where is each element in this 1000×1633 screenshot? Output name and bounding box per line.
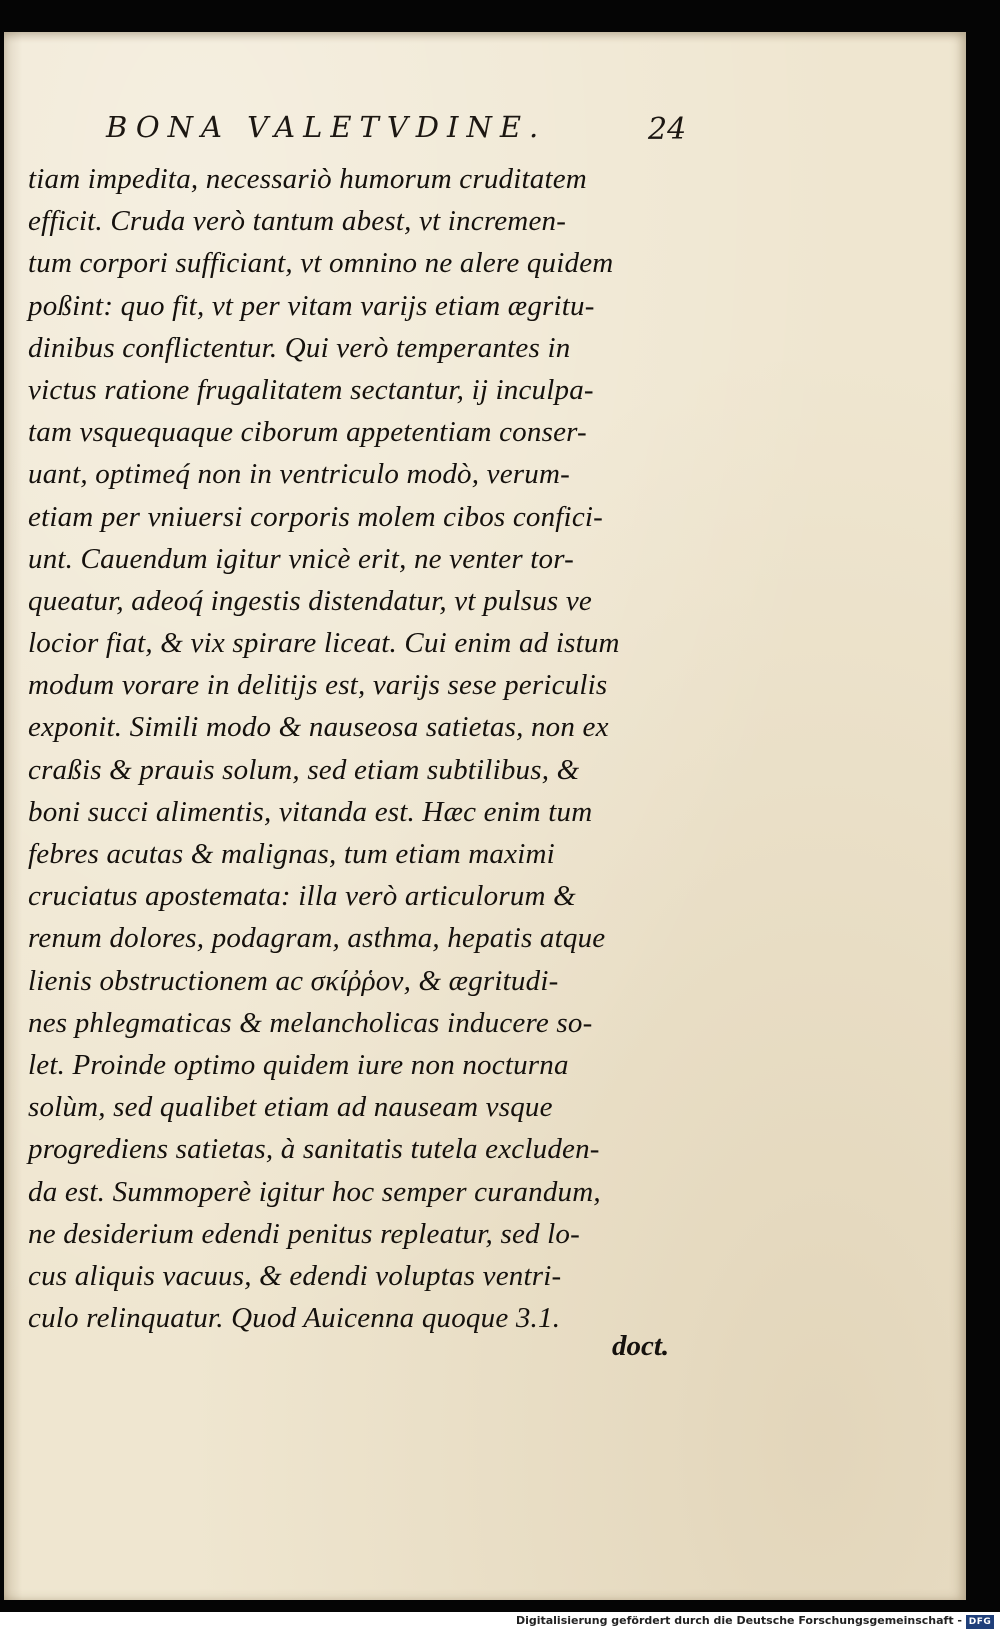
catchword: doct. bbox=[612, 1330, 670, 1362]
text-line: tam vsquequaque ciborum appetentiam conser- bbox=[28, 416, 587, 449]
text-line: queatur, adeoq́ ingestis distendatur, vt pulsus ve bbox=[28, 584, 592, 617]
text-line: da est. Summoperè igitur hoc semper curandum, bbox=[28, 1175, 601, 1208]
text-line: tum corpori sufficiant, vt omnino ne alere quidem bbox=[28, 247, 614, 280]
dfg-logo: DFG bbox=[966, 1615, 994, 1629]
text-line: boni succi alimentis, vitanda est. Hæc enim tum bbox=[28, 795, 593, 828]
text-line: culo relinquatur. Quod Auicenna quoque 3.1. bbox=[28, 1302, 561, 1335]
text-line: victus ratione frugalitatem sectantur, ij inculpa- bbox=[28, 373, 594, 406]
page-number: 24 bbox=[648, 112, 687, 147]
footer-credit: Digitalisierung gefördert durch die Deutsche Forschungsgemeinschaft - bbox=[515, 1614, 962, 1627]
text-line: tiam impedita, necessariò humorum cruditatem bbox=[28, 163, 587, 195]
text-line: ne desiderium edendi penitus repleatur, sed lo- bbox=[28, 1217, 580, 1250]
text-line: nes phlegmaticas & melancholicas inducere so- bbox=[28, 1006, 593, 1039]
text-line: cruciatus apostemata: illa verò articulorum & bbox=[28, 880, 576, 913]
running-header: BONA VALETVDINE. bbox=[106, 110, 547, 144]
text-line: modum vorare in delitijs est, varijs sese periculis bbox=[28, 669, 608, 702]
text-line: progrediens satietas, à sanitatis tutela excluden- bbox=[28, 1133, 600, 1166]
text-line: solùm, sed qualibet etiam ad nauseam vsque bbox=[28, 1091, 553, 1124]
text-line: craßis & prauis solum, sed etiam subtilibus, & bbox=[28, 753, 580, 786]
text-line: exponit. Simili modo & nauseosa satietas, non ex bbox=[28, 711, 609, 744]
text-line: dinibus conflictentur. Qui verò temperantes in bbox=[28, 331, 571, 364]
body-text bbox=[28, 158, 688, 1339]
text-line: cus aliquis vacuus, & edendi voluptas ventri- bbox=[28, 1259, 562, 1292]
text-line: renum dolores, podagram, asthma, hepatis atque bbox=[28, 922, 606, 955]
text-line: febres acutas & malignas, tum etiam maximi bbox=[28, 838, 555, 870]
text-line: poßint: quo fit, vt per vitam varijs etiam ægritu- bbox=[28, 289, 595, 322]
text-line: etiam per vniuersi corporis molem cibos confici- bbox=[28, 500, 604, 533]
text-line: unt. Cauendum igitur vnicè erit, ne venter tor- bbox=[28, 542, 575, 575]
footer-strip bbox=[0, 1612, 1000, 1633]
text-line: efficit. Cruda verò tantum abest, vt incremen- bbox=[28, 205, 567, 238]
text-line: locior fiat, & vix spirare liceat. Cui enim ad istum bbox=[28, 627, 620, 660]
text-line: uant, optimeq́ non in ventriculo modò, verum- bbox=[28, 458, 570, 491]
text-line: lienis obstructionem ac σκίῤῥον, & ægritudi- bbox=[28, 964, 559, 997]
text-line: let. Proinde optimo quidem iure non nocturna bbox=[28, 1048, 569, 1081]
